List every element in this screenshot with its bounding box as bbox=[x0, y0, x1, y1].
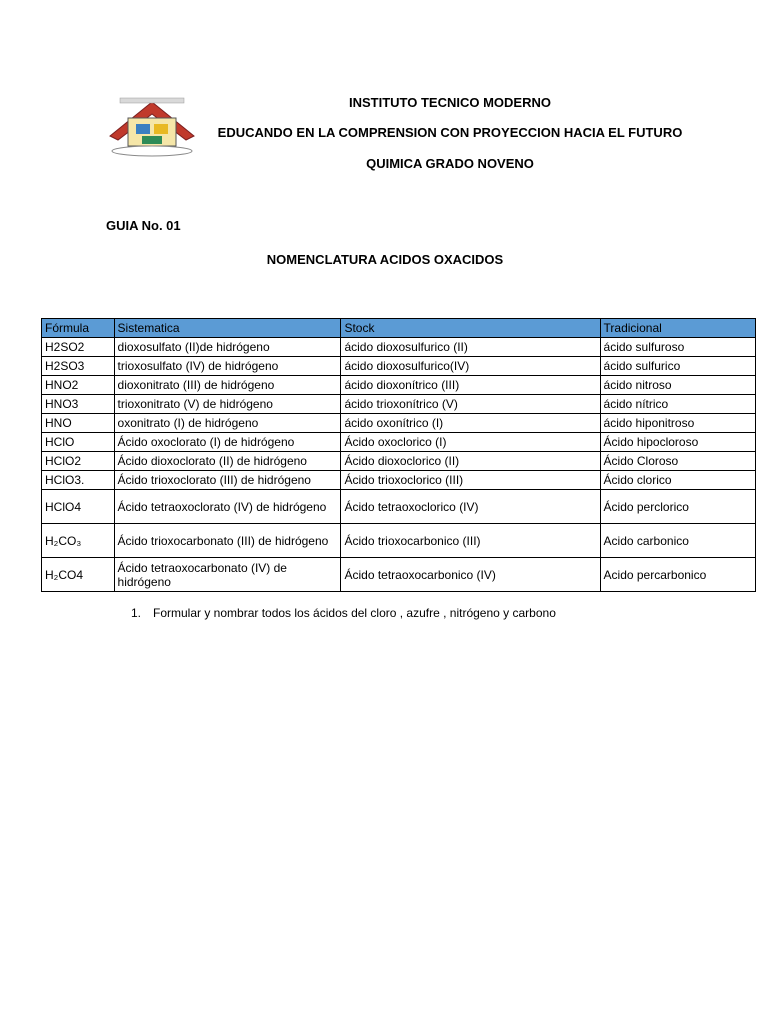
cell-stock: ácido dioxonítrico (III) bbox=[341, 376, 600, 395]
table-row bbox=[42, 338, 756, 357]
cell-stock: Ácido trioxoclorico (III) bbox=[341, 471, 600, 490]
header-formula: Fórmula bbox=[42, 319, 115, 338]
cell-formula: HNO bbox=[42, 414, 115, 433]
cell-tradicional: Ácido clorico bbox=[600, 471, 755, 490]
cell-formula: HClO4 bbox=[42, 490, 115, 524]
cell-formula: HNO2 bbox=[42, 376, 115, 395]
cell-tradicional: ácido hiponitroso bbox=[600, 414, 755, 433]
nomenclature-table bbox=[41, 318, 756, 592]
task-item bbox=[131, 606, 556, 620]
cell-tradicional: ácido sulfuroso bbox=[600, 338, 755, 357]
cell-stock: Ácido dioxoclorico (II) bbox=[341, 452, 600, 471]
cell-sistematica: oxonitrato (I) de hidrógeno bbox=[114, 414, 341, 433]
table-row bbox=[42, 376, 756, 395]
cell-tradicional: ácido nítrico bbox=[600, 395, 755, 414]
table-row bbox=[42, 452, 756, 471]
table-row bbox=[42, 558, 756, 592]
cell-formula: H2SO2 bbox=[42, 338, 115, 357]
table-row bbox=[42, 433, 756, 452]
cell-sistematica: Ácido oxoclorato (I) de hidrógeno bbox=[114, 433, 341, 452]
table-row bbox=[42, 357, 756, 376]
table-row bbox=[42, 524, 756, 558]
header-tradicional: Tradicional bbox=[600, 319, 755, 338]
cell-sistematica: trioxonitrato (V) de hidrógeno bbox=[114, 395, 341, 414]
cell-tradicional: ácido sulfurico bbox=[600, 357, 755, 376]
section-title: NOMENCLATURA ACIDOS OXACIDOS bbox=[266, 252, 504, 267]
cell-sistematica: trioxosulfato (IV) de hidrógeno bbox=[114, 357, 341, 376]
table-header-row bbox=[42, 319, 756, 338]
cell-stock: ácido trioxonítrico (V) bbox=[341, 395, 600, 414]
cell-formula: H2SO3 bbox=[42, 357, 115, 376]
table-row bbox=[42, 395, 756, 414]
cell-sistematica: dioxonitrato (III) de hidrógeno bbox=[114, 376, 341, 395]
cell-formula: HClO bbox=[42, 433, 115, 452]
cell-tradicional: Ácido perclorico bbox=[600, 490, 755, 524]
cell-stock: Ácido oxoclorico (I) bbox=[341, 433, 600, 452]
cell-formula: HNO3 bbox=[42, 395, 115, 414]
cell-tradicional: Acido percarbonico bbox=[600, 558, 755, 592]
header-stock: Stock bbox=[341, 319, 600, 338]
institution-title: INSTITUTO TECNICO MODERNO bbox=[349, 95, 551, 110]
cell-sistematica: Ácido trioxocarbonato (III) de hidrógeno bbox=[114, 524, 341, 558]
task-number: 1. bbox=[131, 606, 142, 620]
cell-tradicional: ácido nitroso bbox=[600, 376, 755, 395]
cell-formula: HClO3. bbox=[42, 471, 115, 490]
cell-stock: Ácido tetraoxocarbonico (IV) bbox=[341, 558, 600, 592]
table-row bbox=[42, 471, 756, 490]
course-title: QUIMICA GRADO NOVENO bbox=[366, 156, 534, 171]
cell-sistematica: Ácido tetraoxoclorato (IV) de hidrógeno bbox=[114, 490, 341, 524]
cell-sistematica: dioxosulfato (II)de hidrógeno bbox=[114, 338, 341, 357]
cell-stock: Ácido tetraoxoclorico (IV) bbox=[341, 490, 600, 524]
header-sistematica: Sistematica bbox=[114, 319, 341, 338]
cell-stock: ácido dioxosulfurico (II) bbox=[341, 338, 600, 357]
guide-number: GUIA No. 01 bbox=[106, 218, 181, 233]
cell-formula: HClO2 bbox=[42, 452, 115, 471]
cell-sistematica: Ácido dioxoclorato (II) de hidrógeno bbox=[114, 452, 341, 471]
cell-formula: H₂CO₃ bbox=[42, 524, 115, 558]
cell-stock: ácido oxonítrico (I) bbox=[341, 414, 600, 433]
cell-stock: Ácido trioxocarbonico (III) bbox=[341, 524, 600, 558]
table-row bbox=[42, 414, 756, 433]
cell-tradicional: Ácido hipocloroso bbox=[600, 433, 755, 452]
cell-tradicional: Ácido Cloroso bbox=[600, 452, 755, 471]
cell-sistematica: Ácido trioxoclorato (III) de hidrógeno bbox=[114, 471, 341, 490]
cell-sistematica: Ácido tetraoxocarbonato (IV) de hidrógeno bbox=[114, 558, 341, 592]
cell-tradicional: Acido carbonico bbox=[600, 524, 755, 558]
motto: EDUCANDO EN LA COMPRENSION CON PROYECCION HACIA EL FUTURO bbox=[217, 125, 683, 140]
cell-formula: H₂CO4 bbox=[42, 558, 115, 592]
cell-stock: ácido dioxosulfurico(IV) bbox=[341, 357, 600, 376]
task-text: Formular y nombrar todos los ácidos del cloro , azufre , nitrógeno y carbono bbox=[153, 606, 556, 620]
table-row bbox=[42, 490, 756, 524]
